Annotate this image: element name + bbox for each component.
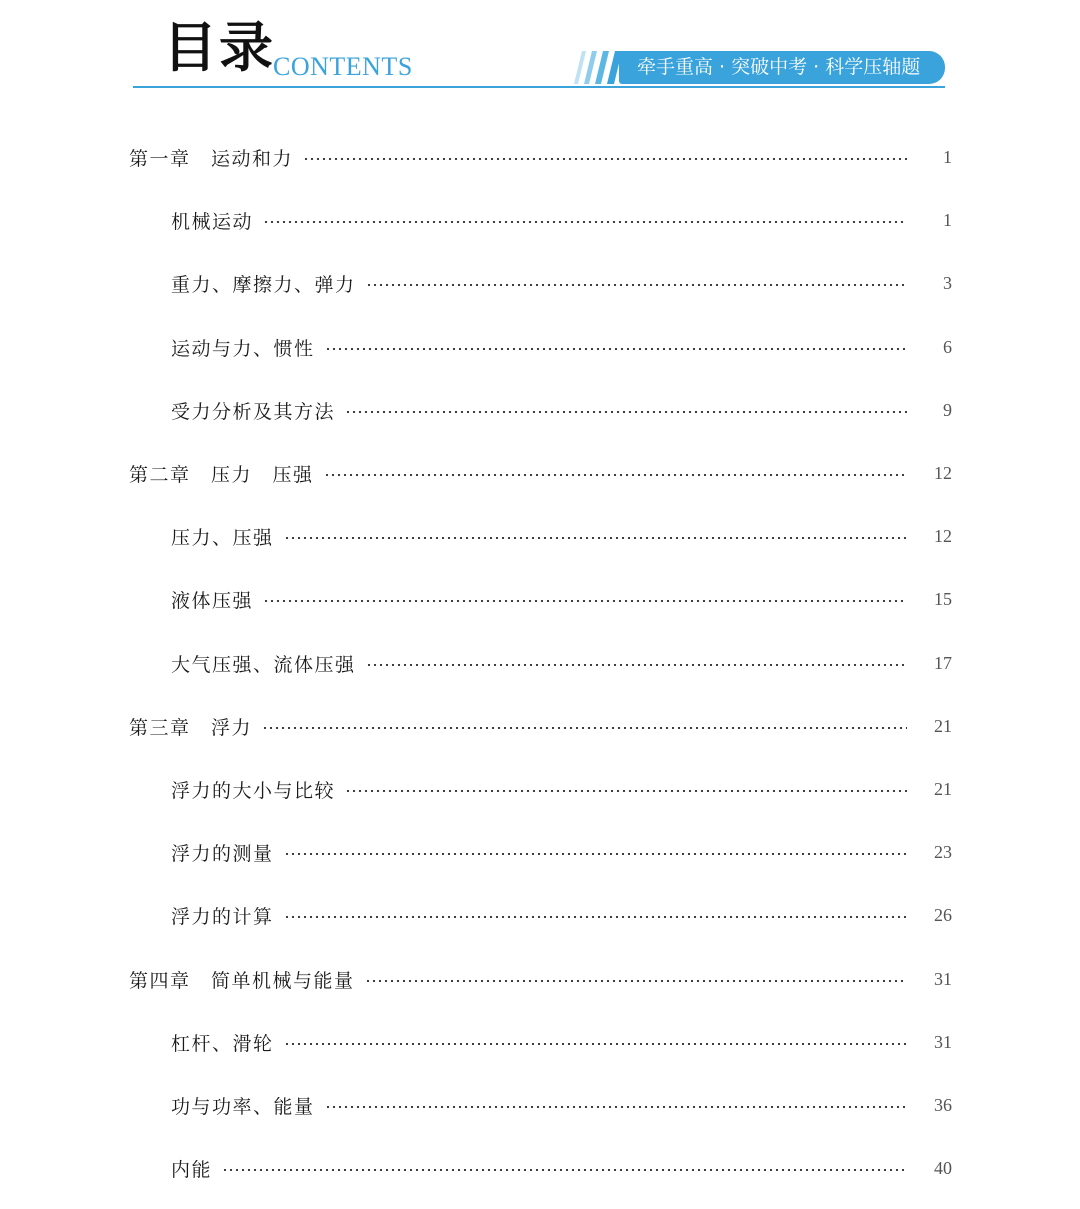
toc-section-entry[interactable]: [0, 1090, 1080, 1120]
dot-leader: [262, 727, 907, 729]
toc-entry-title: 第二章 压力 压强: [129, 463, 314, 486]
toc-page-number: 31: [934, 1031, 952, 1052]
toc-entry-title: 功与功率、能量: [171, 1095, 315, 1118]
dot-leader: [303, 158, 907, 160]
toc-page-number: 3: [943, 272, 952, 293]
page-title-english: CONTENTS: [273, 52, 413, 81]
toc-entry-title: 大气压强、流体压强: [171, 653, 356, 676]
toc-chapter-entry[interactable]: [0, 964, 1080, 994]
toc-page-number: 12: [934, 525, 952, 546]
dot-leader: [345, 411, 907, 413]
toc-section-entry[interactable]: [0, 900, 1080, 930]
toc-section-entry[interactable]: [0, 648, 1080, 678]
toc-entry-title: 浮力的计算: [171, 905, 274, 928]
toc-entry-title: 杠杆、滑轮: [171, 1032, 274, 1055]
toc-page-number: 6: [943, 336, 952, 357]
toc-page-number: 23: [934, 841, 952, 862]
dot-leader: [365, 980, 907, 982]
slogan-banner: 牵手重高 · 突破中考 · 科学压轴题: [619, 51, 945, 84]
toc-section-entry[interactable]: [0, 395, 1080, 425]
dot-leader: [222, 1169, 907, 1171]
toc-section-entry[interactable]: [0, 837, 1080, 867]
toc-page-number: 26: [934, 904, 952, 925]
dot-leader: [284, 1043, 907, 1045]
toc-page-number: 12: [934, 462, 952, 483]
dot-leader: [345, 790, 907, 792]
toc-page-number: 17: [934, 652, 952, 673]
dot-leader: [325, 348, 907, 350]
toc-page-number: 1: [943, 146, 952, 167]
toc-page-number: 1: [943, 209, 952, 230]
toc-section-entry[interactable]: [0, 774, 1080, 804]
toc-page-number: 15: [934, 588, 952, 609]
toc-section-entry[interactable]: [0, 205, 1080, 235]
dot-leader: [366, 284, 907, 286]
toc-page-number: 21: [934, 715, 952, 736]
dot-leader: [325, 1106, 907, 1108]
toc-chapter-entry[interactable]: [0, 711, 1080, 741]
toc-section-entry[interactable]: [0, 1027, 1080, 1057]
toc-entry-title: 机械运动: [171, 210, 254, 233]
toc-page-number: 36: [934, 1094, 952, 1115]
toc-page-number: 31: [934, 968, 952, 989]
toc-entry-title: 受力分析及其方法: [171, 400, 336, 423]
dot-leader: [284, 916, 907, 918]
toc-entry-title: 第三章 浮力: [129, 716, 253, 739]
dot-leader: [263, 600, 907, 602]
toc-page-number: 9: [943, 399, 952, 420]
toc-entry-title: 运动与力、惯性: [171, 337, 315, 360]
dot-leader: [366, 664, 907, 666]
toc-entry-title: 浮力的测量: [171, 842, 274, 865]
dot-leader: [263, 221, 907, 223]
page-title: 目录: [163, 16, 275, 79]
toc-entry-title: 第一章 运动和力: [129, 147, 294, 170]
toc-page-number: 40: [934, 1157, 952, 1178]
toc-chapter-entry[interactable]: [0, 458, 1080, 488]
toc-section-entry[interactable]: [0, 332, 1080, 362]
toc-entry-title: 压力、压强: [171, 526, 274, 549]
dot-leader: [324, 474, 907, 476]
toc-entry-title: 浮力的大小与比较: [171, 779, 336, 802]
toc-chapter-entry[interactable]: [0, 142, 1080, 172]
toc-section-entry[interactable]: [0, 584, 1080, 614]
toc-entry-title: 液体压强: [171, 589, 254, 612]
toc-entry-title: 第四章 简单机械与能量: [129, 969, 355, 992]
toc-section-entry[interactable]: [0, 521, 1080, 551]
dot-leader: [284, 537, 907, 539]
toc-page-number: 21: [934, 778, 952, 799]
dot-leader: [284, 853, 907, 855]
toc-section-entry[interactable]: [0, 1153, 1080, 1183]
toc-section-entry[interactable]: [0, 268, 1080, 298]
toc-entry-title: 内能: [171, 1158, 213, 1181]
toc-entry-title: 重力、摩擦力、弹力: [171, 273, 356, 296]
